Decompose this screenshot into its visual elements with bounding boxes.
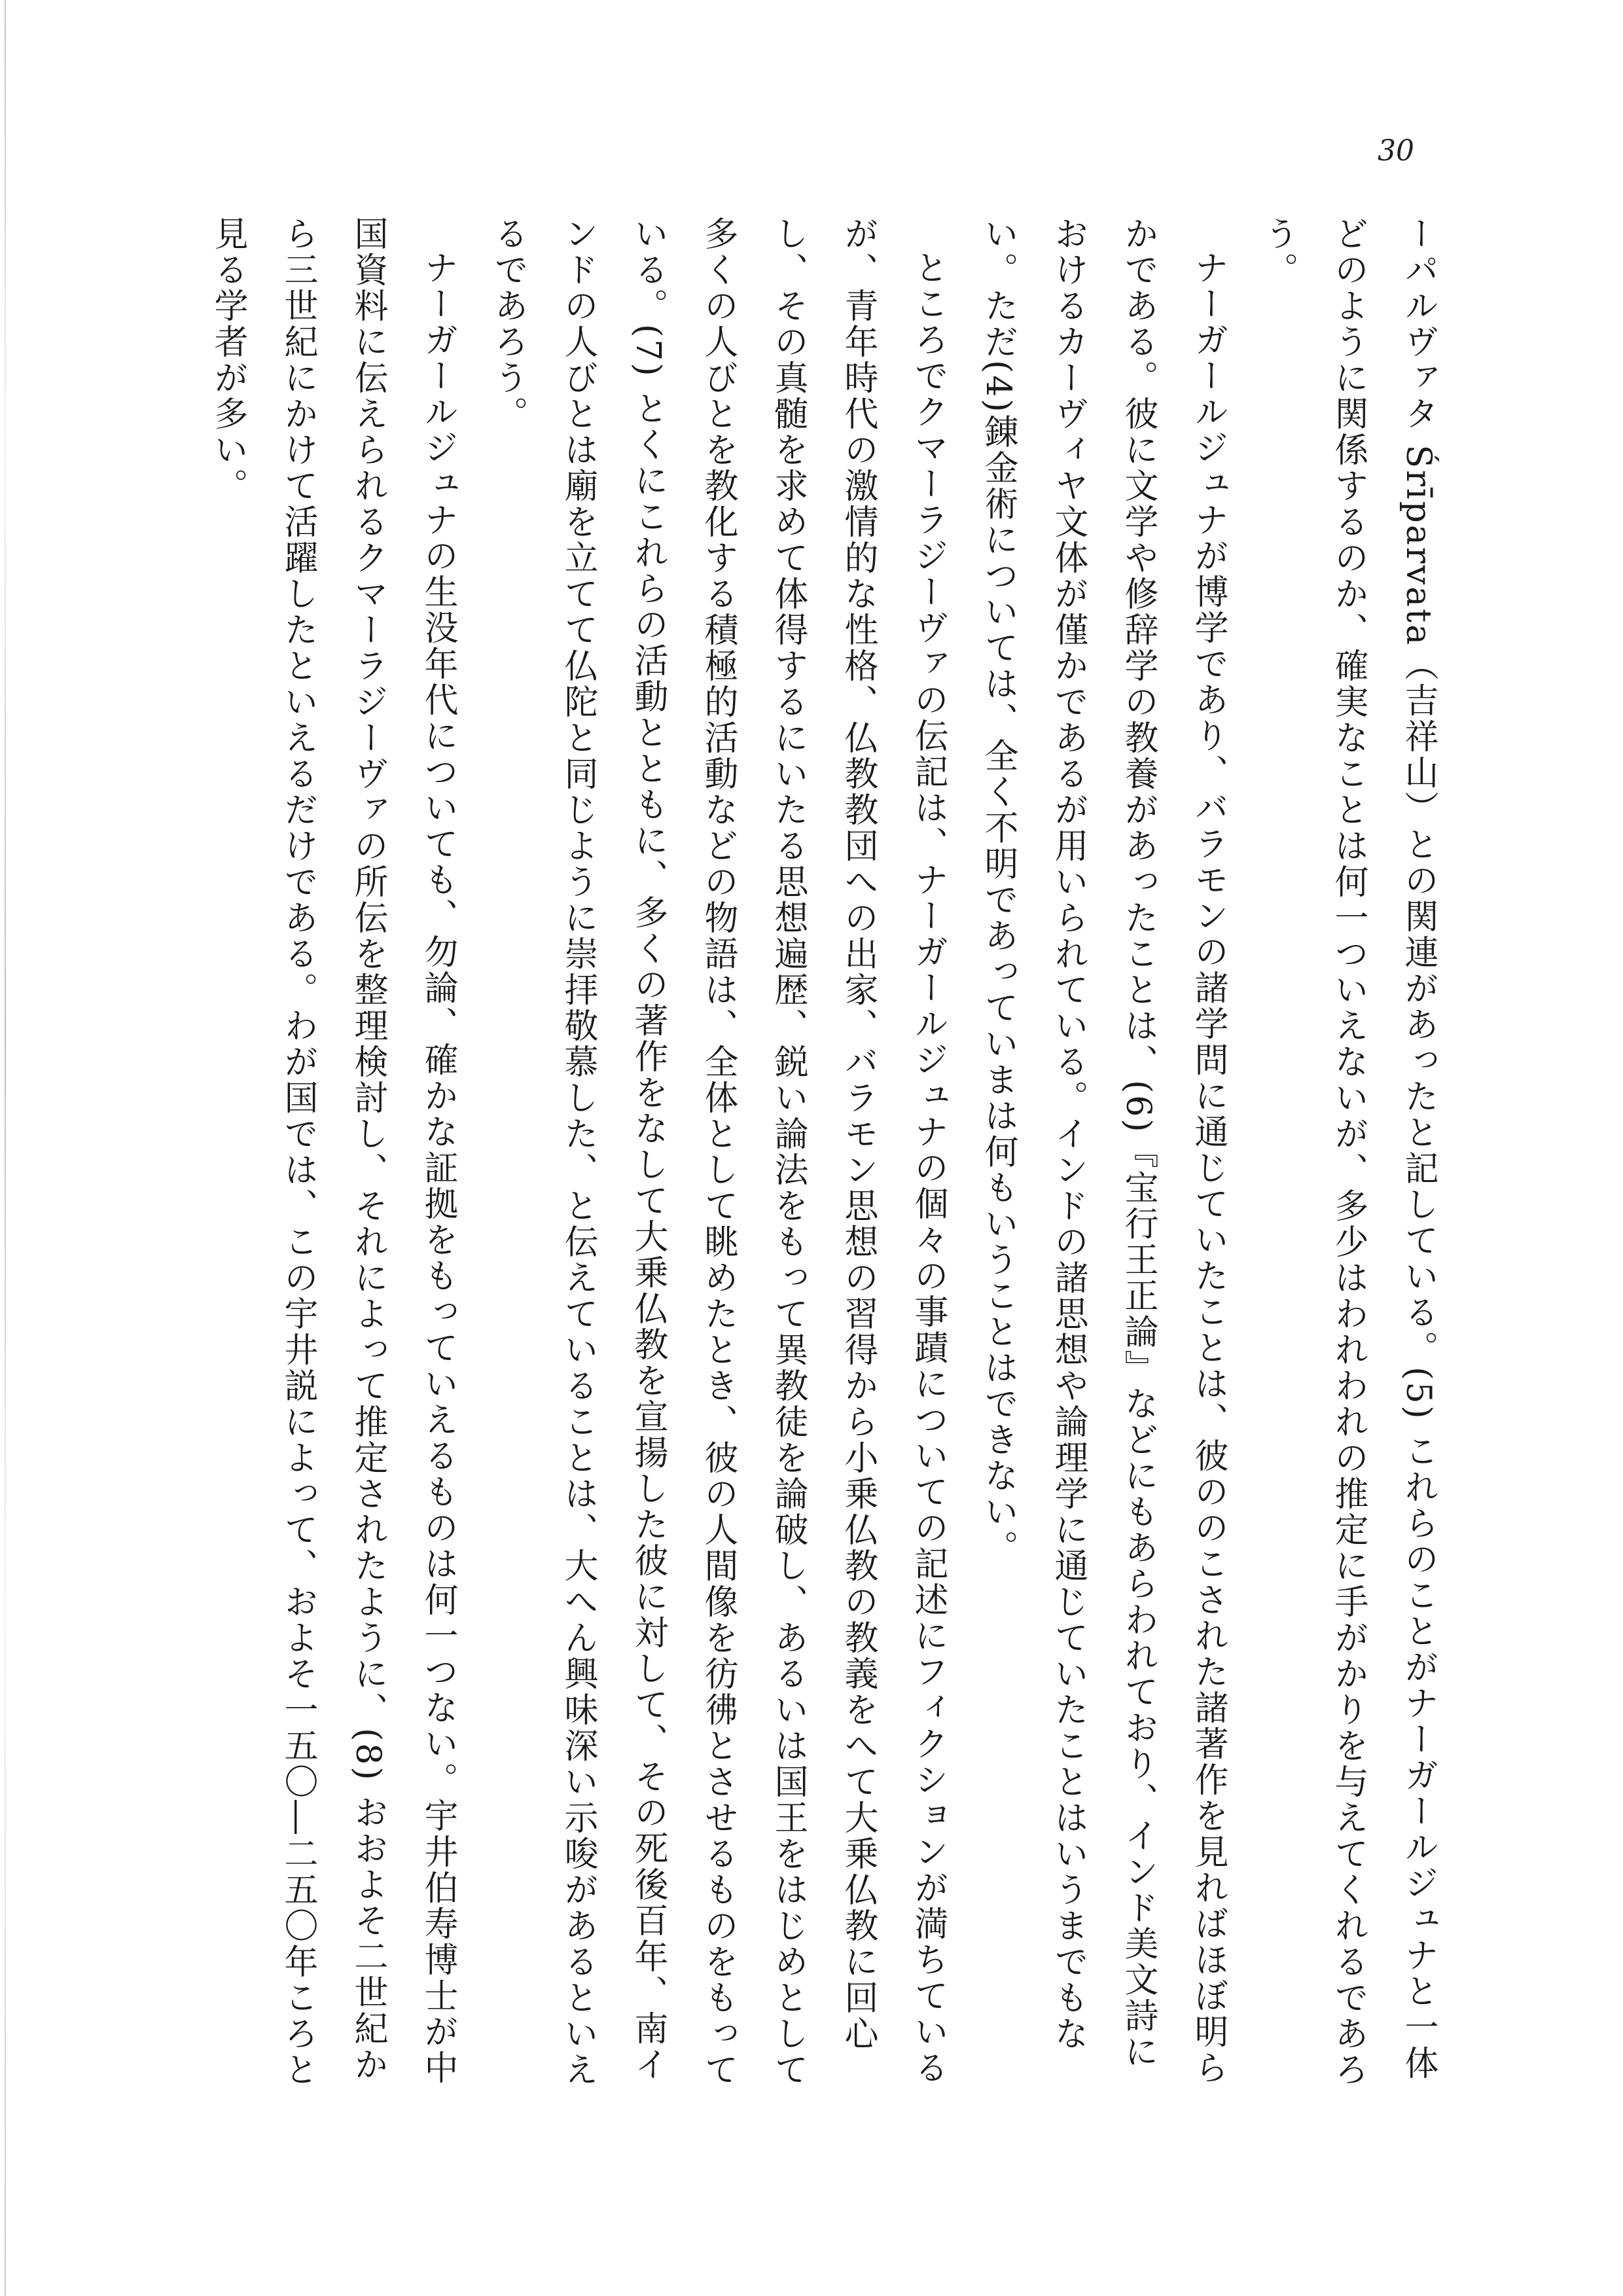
paragraph: ーパルヴァタ Śrīparvata（吉祥山）との関連があったと記している。(5) これらのことがナーガールジュナと一体どのように関係するのか、確実なことは何一ついえないが、多少はわれわれの推定に手がかりを与えてくれるであろう。 bbox=[1258, 216, 1438, 2088]
paragraph: ところでクマーラジーヴァの伝記は、ナーガールジュナの個々の事蹟についての記述にフィクションが満ちているが、青年時代の激情的な性格、仏教教団への出家、バラモン思想の習得から小乗仏教の教義をへて大乗仏教に回心し、その真髄を求めて体得するにいたる思想遍歴、鋭い論法をもって異教徒を論破し、あるいは国王をはじめとして多くの人びとを教化する積極的活動などの物語は、全体として眺めたとき、彼の人間像を彷彿とさせるものをもっている。(7) とくにこれらの活動とともに、多くの著作をなして大乗仏教を宣揚した彼に対して、その死後百年、南インドの人びとは廟を立てて仏陀と同じように崇拝敬慕した、と伝えていることは、大へん興味深い示唆があるといえるであろう。 bbox=[488, 216, 948, 2088]
paragraph: ナーガールジュナの生没年代についても、勿論、確かな証拠をもっていえるものは何一つない。宇井伯寿博士が中国資料に伝えられるクマーラジーヴァの所伝を整理検討し、それによって推定されたように、(8) おおよそ二世紀から三世紀にかけて活躍したといえるだけである。わが国では、この宇井説によって、およそ一五〇―二五〇年ころと見る学者が多い。 bbox=[208, 216, 457, 2088]
paragraph: ナーガールジュナが博学であり、バラモンの諸学問に通じていたことは、彼ののこされた諸著作を見ればほぼ明らかである。彼に文学や修辞学の教養があったことは、(6)『宝行王正論』などにもあらわれており、インド美文詩におけるカーヴィヤ文体が僅かであるが用いられている。インドの諸思想や論理学に通じていたことはいうまでもない。ただ(4)錬金術については、全く不明であっていまは何もいうことはできない。 bbox=[978, 216, 1228, 2086]
page-number: 30 bbox=[1378, 134, 1414, 168]
scan-edge-mark bbox=[0, 0, 9, 2296]
body-text bbox=[196, 216, 1453, 2101]
